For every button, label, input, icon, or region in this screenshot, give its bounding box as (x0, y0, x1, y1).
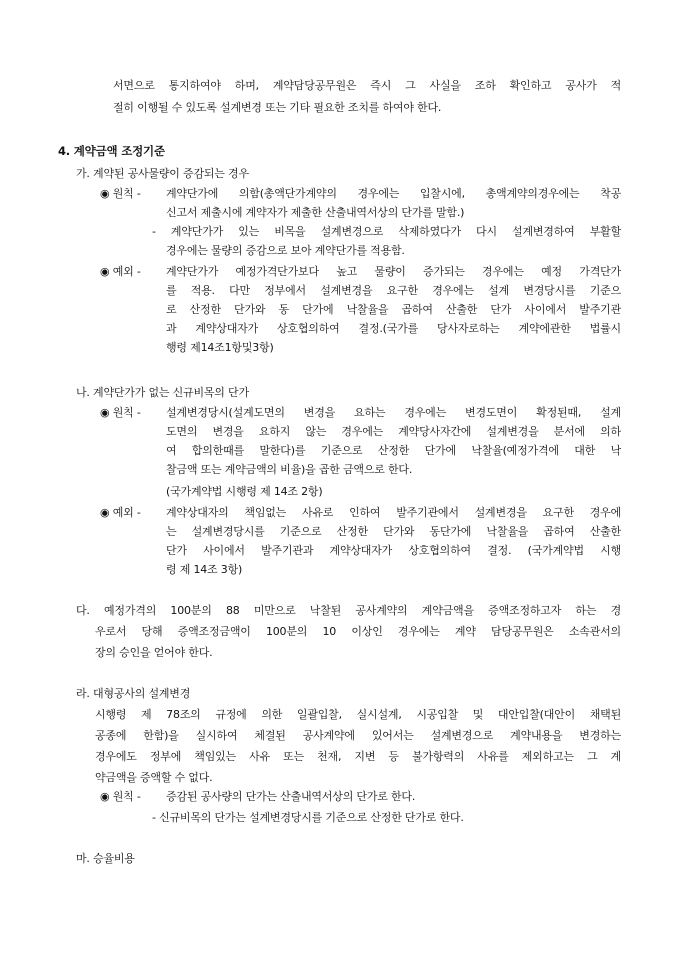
na-rule-line-5: (국가계약법 시행령 제 14조 2항) (166, 485, 323, 498)
na-rule-line-3: 여 합의한때를 말한다)를 기준으로 산정한 단가에 낙찰율(예정가격에 대한 낙 (166, 444, 621, 457)
ga-rule-label: ◉ 원칙 - (100, 187, 141, 200)
subsection-ma-heading: 마. 승율비용 (76, 852, 135, 865)
ga-rule-line-1: 계약단가에 의함(총액단가계약의 경우에는 입찰시에, 총액계약의경우에는 착공 (166, 187, 621, 200)
ga-exception-line-1: 계약단가가 예정가격단가보다 높고 물량이 증가되는 경우에는 예정 가격단가 (166, 265, 621, 278)
subsection-da-line-1: 다. 예정가격의 100분의 88 미만으로 낙찰된 공사계약의 계약금액을 증액조정하고자 하는 경 (76, 604, 621, 617)
ga-rule2-line-1: - 계약단가가 있는 비목을 설계변경으로 삭제하였다가 다시 설계변경하여 부활할 (152, 225, 621, 238)
ga-rule-line-2: 신고서 제출시에 계약자가 제출한 산출내역서상의 단가를 말함.) (166, 206, 465, 219)
na-exception-line-4: 령 제 14조 3항) (166, 563, 243, 576)
na-rule-line-4: 찰금액 또는 계약금액의 비율)을 곱한 금액으로 한다. (166, 463, 413, 476)
ra-body-line-1: 시행령 제 78조의 규정에 의한 일괄입찰, 실시설계, 시공입찰 및 대안입찰(대안이 채택된 (95, 708, 621, 721)
ga-exception-line-4: 과 계약상대자가 상호협의하여 결정.(국가를 당사자로하는 계약에관한 법률시 (166, 322, 621, 335)
ga-exception-line-2: 를 적용. 다만 정부에서 설계변경을 요구한 경우에는 설계 변경당시를 기준으 (166, 284, 621, 297)
ra-rule2-line-1: - 신규비목의 단가는 설계변경당시를 기준으로 산정한 단가로 한다. (152, 811, 464, 824)
ga-exception-line-5: 행령 제14조1항및3항) (166, 341, 274, 354)
ga-exception-line-3: 로 산정한 단가와 동 단가에 낙찰율을 곱하여 산출한 단가 사이에서 발주기관 (166, 303, 621, 316)
na-rule-line-2: 도면의 변경을 요하지 않는 경우에는 계약당사자간에 설계변경을 분서에 의하 (166, 425, 621, 438)
na-rule-line-1: 설계변경당시(설계도면의 변경을 요하는 경우에는 변경도면이 확정된때, 설계 (166, 406, 621, 419)
intro-line-1: 서면으로 통지하여야 하며, 계약담당공무원은 즉시 그 사실을 조하 확인하고 공사가 적 (113, 79, 621, 92)
ra-rule-line-1: 증감된 공사량의 단가는 산출내역서상의 단가로 한다. (166, 790, 416, 803)
subsection-ra-heading: 라. 대형공사의 설계변경 (76, 687, 191, 700)
subsection-da-line-3: 장의 승인을 얻어야 한다. (95, 646, 213, 659)
na-rule-label: ◉ 원칙 - (100, 406, 141, 419)
na-exception-line-2: 는 설계변경당시를 기준으로 산정한 단가와 동단가에 낙찰율을 곱하여 산출한 (166, 525, 621, 538)
ga-rule2-line-2: 경우에는 물량의 증감으로 보아 계약단가를 적용함. (166, 244, 405, 257)
na-exception-line-1: 계약상대자의 책임없는 사유로 인하여 발주기관에서 설계변경을 요구한 경우에 (166, 506, 621, 519)
na-exception-label: ◉ 예외 - (100, 506, 141, 519)
ra-rule-label: ◉ 원칙 - (100, 790, 141, 803)
subsection-da-line-2: 우로서 당해 증액조정금액이 100분의 10 이상인 경우에는 계약 담당공무원은 소속관서의 (95, 625, 621, 638)
subsection-ga-heading: 가. 계약된 공사물량이 증감되는 경우 (76, 167, 249, 180)
ra-body-line-4: 약금액을 증액할 수 없다. (95, 771, 213, 784)
subsection-na-heading: 나. 계약단가가 없는 신규비목의 단가 (76, 386, 249, 399)
ga-exception-label: ◉ 예외 - (100, 265, 141, 278)
intro-line-2: 절히 이행될 수 있도록 설계변경 또는 기타 필요한 조치를 하여야 한다. (113, 101, 442, 114)
ra-body-line-2: 공종에 한함)을 실시하여 체결된 공사계약에 있어서는 설계변경으로 계약내용을 변경하는 (95, 729, 621, 742)
section-title: 4. 계약금액 조정기준 (58, 144, 165, 158)
ra-body-line-3: 경우에도 정부에 책임있는 사유 또는 천재, 지변 등 불가항력의 사유를 제외하고는 그 계 (95, 750, 621, 763)
na-exception-line-3: 단가 사이에서 발주기관과 계약상대자가 상호협의하여 결정. (국가계약법 시행 (166, 544, 621, 557)
